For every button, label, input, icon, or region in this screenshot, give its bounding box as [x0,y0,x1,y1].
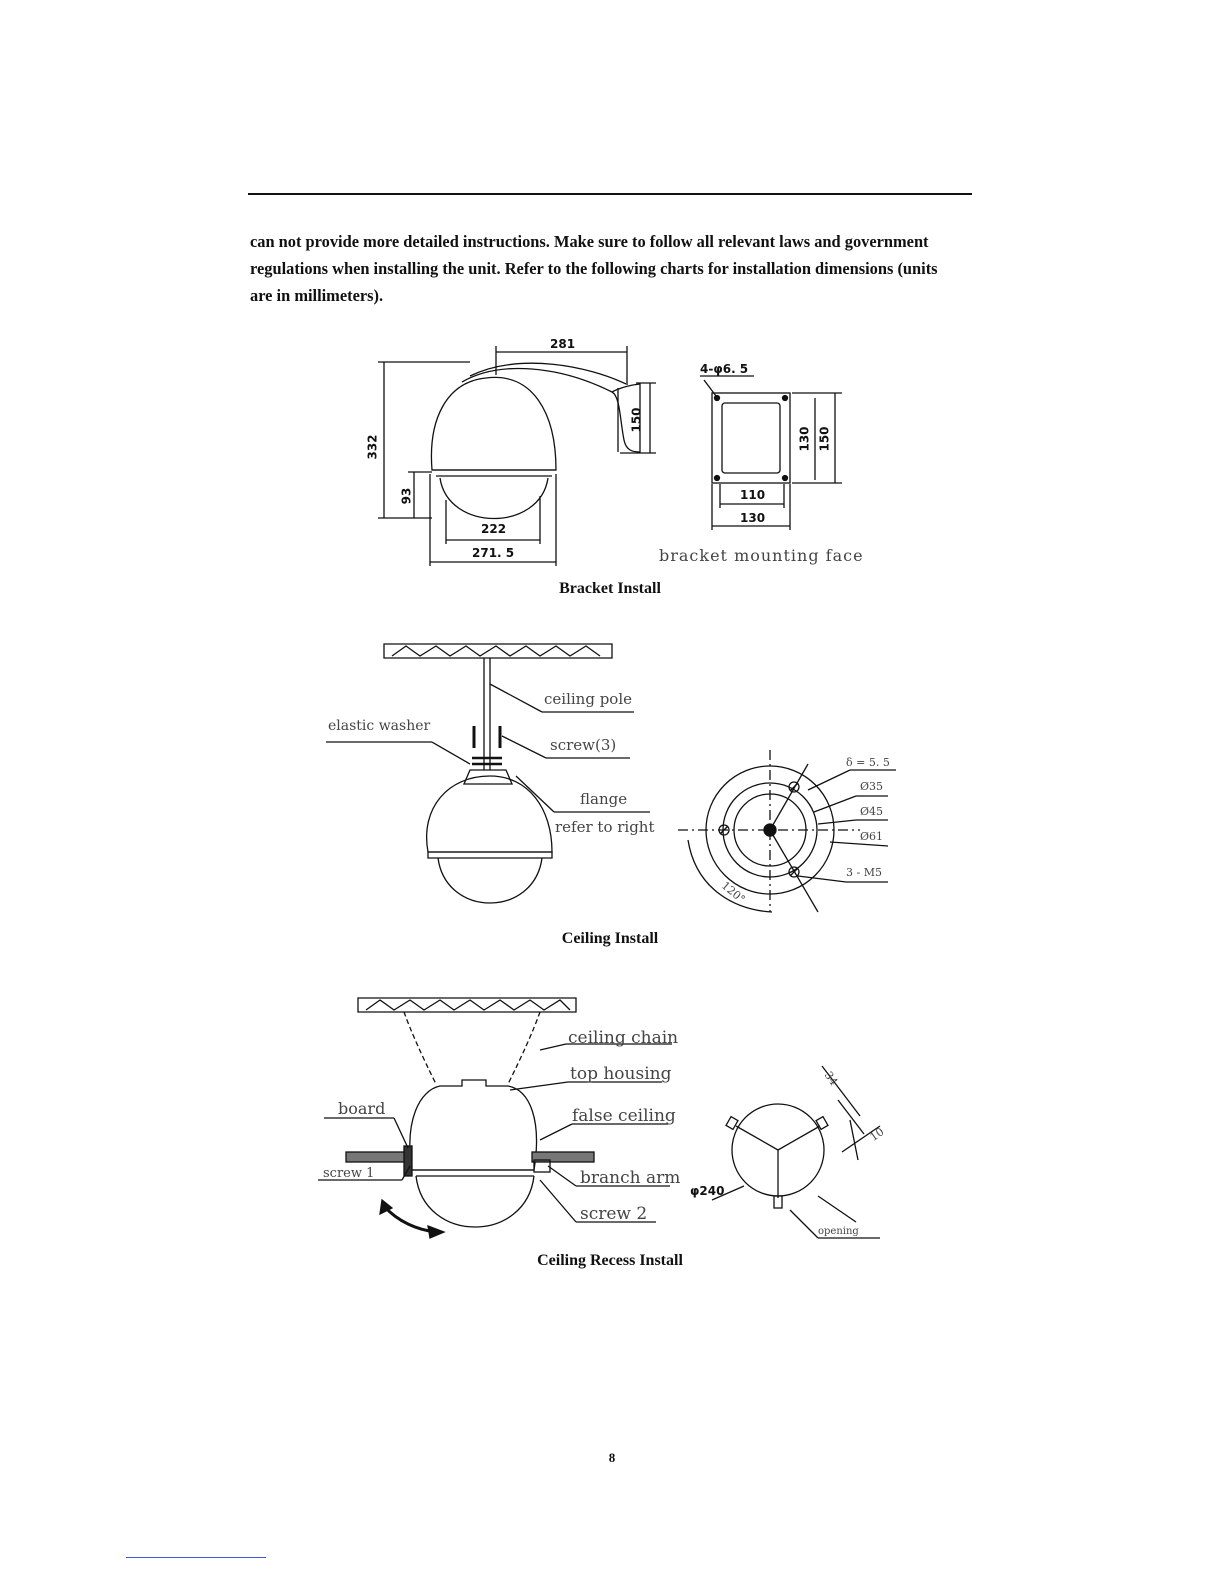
d45-label: Ø45 [860,805,884,818]
elastic-washer-label: elastic washer [328,718,431,734]
mounting-face-label: bracket mounting face [659,546,864,565]
screw-3-label: screw(3) [550,736,617,754]
dim-150-vertical: 150 [817,426,832,452]
dim-130-horizontal: 130 [740,511,766,525]
bracket-side-view [378,346,656,566]
thickness-label: δ = 5. 5 [846,756,890,769]
intro-line-1: can not provide more detailed instructions. Make sure to follow all relevant laws and government [250,232,929,251]
refer-right-label: refer to right [555,818,655,836]
dim-93: 93 [399,487,414,505]
ceiling-install-caption: Ceiling Install [561,930,659,947]
dim-150-arm: 150 [629,407,644,433]
dim-10-label: 10 [867,1125,887,1144]
hole-spec: 4-φ6. 5 [700,362,749,376]
bracket-mounting-face [700,376,842,530]
dim-130-vertical: 130 [797,426,812,452]
page-number: 8 [608,1450,616,1465]
intro-line-3: are in millimeters). [250,286,384,305]
footer-link-line [126,1557,266,1558]
opening-label: opening [818,1226,859,1237]
dim-222: 222 [481,522,507,536]
m5-label: 3 - M5 [846,866,882,879]
d61-label: Ø61 [860,830,884,843]
dim-34-label: 34 [821,1069,841,1088]
ceiling-pole-label: ceiling pole [544,690,633,708]
ceiling-recess-caption: Ceiling Recess Install [537,1252,683,1269]
d35-label: Ø35 [860,780,884,793]
branch-arm-label: branch arm [580,1168,681,1188]
recess-opening-top-view [712,1066,880,1238]
angle-label: 120° [718,879,748,906]
false-ceiling-label: false ceiling [572,1106,676,1126]
top-housing-label: top housing [570,1064,672,1084]
screw-1-label: screw 1 [323,1166,375,1181]
dim-281: 281 [550,337,576,351]
d240-label: φ240 [690,1184,725,1198]
dim-271-5: 271. 5 [472,546,515,560]
bracket-install-caption: Bracket Install [559,580,661,597]
screw-2-label: screw 2 [580,1204,648,1224]
ceiling-chain-label: ceiling chain [568,1028,679,1048]
ceiling-install-side [326,644,650,903]
dim-332: 332 [365,434,380,460]
dim-110: 110 [740,488,766,502]
intro-line-2: regulations when installing the unit. Refer to the following charts for installation dimensions (units [250,259,938,278]
board-label: board [338,1099,386,1118]
flange-label: flange [580,790,628,808]
